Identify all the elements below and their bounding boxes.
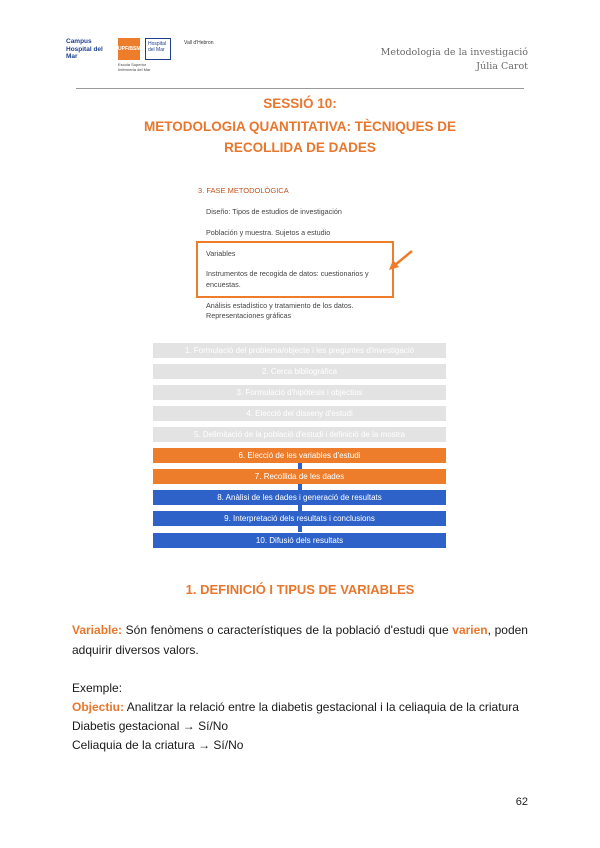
process-step: 10. Difusió dels resultats <box>153 533 446 548</box>
figure-item: Representaciones gráficas <box>206 311 292 320</box>
page-title-line3: RECOLLIDA DE DADES <box>224 140 376 155</box>
objective-label: Objectiu: <box>72 700 125 714</box>
definition-text: Són fenòmens o característiques de la població d'estudi que <box>122 623 453 637</box>
definition-highlight: varien <box>452 623 488 637</box>
objective-text: Analitzar la relació entre la diabetis gestacional i la celiaquia de la criatura <box>124 700 519 714</box>
upf-logo: UPF/BSM <box>118 38 140 60</box>
figure-heading: 3. FASE METODOLÒGICA <box>198 186 289 195</box>
definition-term: Variable: <box>72 623 123 637</box>
vall-hebron-logo: Vall d'Hebron <box>184 40 214 46</box>
variable-celiaquia: Celiaquia de la criatura → Sí/No <box>72 738 244 752</box>
page-title-line1: SESSIÓ 10: <box>263 96 337 111</box>
header-author: Júlia Carot <box>476 61 528 72</box>
process-step: 8. Anàlisi de les dades i generació de resultats <box>153 490 446 505</box>
upf-logo-subtitle: Escola Superior Infermeria del Mar <box>118 62 151 72</box>
highlight-box <box>196 241 394 298</box>
process-step: 6. Elecció de les variables d'estudi <box>153 448 446 463</box>
example-label: Exemple: <box>72 681 123 695</box>
header-divider <box>76 88 524 89</box>
figure-item: encuestas. <box>206 280 241 289</box>
variable-diabetis: Diabetis gestacional → Sí/No <box>72 719 229 733</box>
definition-text-end: , poden adquirir diversos valors. <box>72 623 528 657</box>
figure-item: Variables <box>206 249 236 258</box>
section-title: 1. DEFINICIÓ I TIPUS DE VARIABLES <box>185 582 415 597</box>
process-step: 4. Elecció del disseny d'estudi <box>153 406 446 421</box>
process-step: 7. Recollida de les dades <box>153 469 446 484</box>
page-title-line2: METODOLOGIA QUANTITATIVA: TÈCNIQUES DE <box>144 119 456 134</box>
hospital-del-mar-logo: Hospital del Mar <box>145 38 171 60</box>
figure-item: Población y muestra. Sujetos a estudio <box>206 228 331 237</box>
process-step: 2. Cerca bibliogràfica <box>153 364 446 379</box>
header-info <box>381 46 528 74</box>
process-step: 3. Formulació d'hipòtesis i objectius <box>153 385 446 400</box>
process-step: 9. Interpretació dels resultats i conclusions <box>153 511 446 526</box>
process-step: 5. Delimitació de la població d'estudi i definició de la mostra <box>153 427 446 442</box>
arrow-pointer-icon <box>386 248 416 274</box>
figure-item: Diseño: Tipos de estudios de investigación <box>206 207 342 216</box>
process-step: 1. Formulació del problema/objecte i les preguntes d'investigació <box>153 343 446 358</box>
campus-hospital-logo: Campus Hospital del Mar <box>66 38 103 60</box>
definition-paragraph <box>72 620 528 660</box>
figure-item: Análisis estadístico y tratamiento de los datos. <box>206 301 354 310</box>
step-connector <box>298 526 302 532</box>
header-subject: Metodologia de la investigació <box>380 47 528 58</box>
page-number: 62 <box>515 796 528 808</box>
figure-item: Instrumentos de recogida de datos: cuestionarios y <box>206 269 369 278</box>
objective-line <box>72 697 528 717</box>
